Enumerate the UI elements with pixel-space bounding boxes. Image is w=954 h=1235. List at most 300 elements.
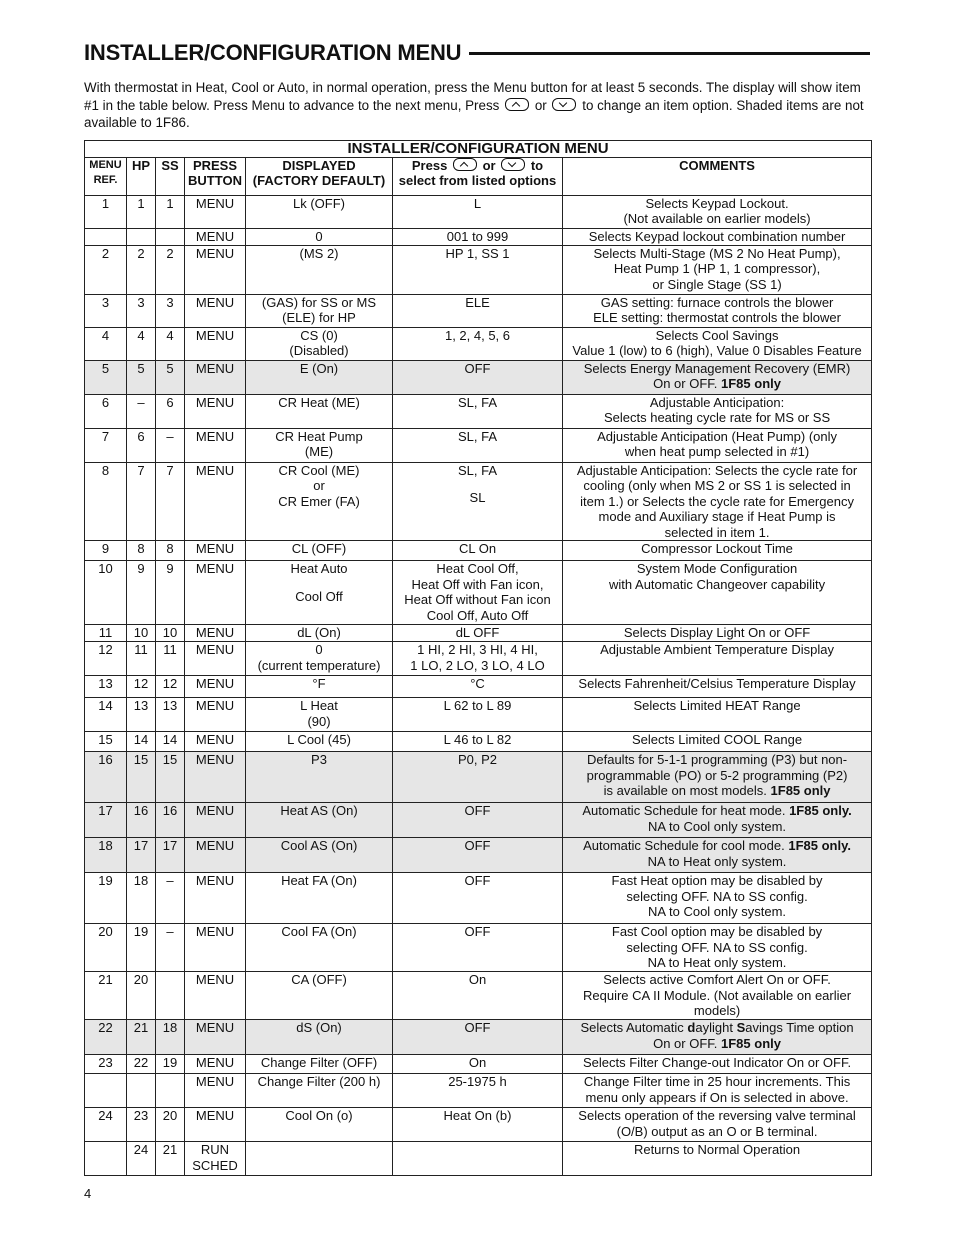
header-press-options <box>393 157 563 195</box>
table-row <box>85 195 872 228</box>
cell-ss <box>156 642 185 676</box>
cell-press-button-line: MENU <box>195 838 235 853</box>
cell-press-button <box>185 541 246 561</box>
cell-hp-line: 23 <box>133 1108 149 1123</box>
page-heading <box>84 38 870 68</box>
comment-text: aylight <box>695 1020 733 1035</box>
comment-line <box>565 1055 869 1071</box>
cell-comments <box>563 245 872 294</box>
cell-comments <box>563 698 872 732</box>
cell-ss-line: – <box>166 428 174 444</box>
comment-text: with Automatic Changeover capability <box>609 576 826 592</box>
cell-comments <box>563 625 872 642</box>
comment-line <box>565 940 869 956</box>
cell-menu-ref <box>85 803 127 838</box>
cell-comments <box>563 752 872 803</box>
cell-hp-line: 3 <box>137 294 145 310</box>
table-row <box>85 642 872 676</box>
cell-options-line: OFF <box>464 360 491 376</box>
table-row <box>85 428 872 462</box>
cell-ss-line: 13 <box>162 698 178 713</box>
cell-menu-ref <box>85 1055 127 1074</box>
cell-hp <box>127 1108 156 1142</box>
cell-press-button-line: MENU <box>195 1074 235 1089</box>
cell-hp <box>127 752 156 803</box>
cell-press-button-line: MENU <box>195 462 235 478</box>
cell-menu-ref-line: 23 <box>98 1055 113 1070</box>
comment-bold: 1F85 only <box>770 783 831 798</box>
cell-options <box>393 1074 563 1108</box>
comment-line <box>565 1090 869 1106</box>
cell-displayed <box>246 924 393 972</box>
cell-ss <box>156 676 185 698</box>
cell-ss <box>156 1108 185 1142</box>
cell-ss-line: 9 <box>166 561 174 576</box>
comment-text: (Not available on earlier models) <box>623 211 811 226</box>
cell-displayed <box>246 294 393 327</box>
comment-line <box>565 803 869 819</box>
cell-displayed <box>246 1108 393 1142</box>
table-row <box>85 462 872 541</box>
cell-comments <box>563 327 872 360</box>
cell-press-button <box>185 228 246 245</box>
cell-ss-line: 1 <box>166 195 174 211</box>
cell-menu-ref-line: 5 <box>101 360 110 376</box>
comment-line <box>565 988 869 1004</box>
cell-displayed-line: Change Filter (200 h) <box>257 1074 381 1089</box>
cell-menu-ref-line: 1 <box>101 195 110 211</box>
cell-menu-ref <box>85 1074 127 1108</box>
cell-press-button-line: MENU <box>195 752 235 767</box>
table-row <box>85 327 872 360</box>
cell-comments <box>563 642 872 676</box>
table-row <box>85 625 872 642</box>
cell-press-button-line: MENU <box>195 294 235 310</box>
comment-line <box>565 955 869 971</box>
cell-displayed <box>246 245 393 294</box>
table-row <box>85 1055 872 1074</box>
comment-text: models) <box>693 1003 741 1018</box>
cell-press-button <box>185 924 246 972</box>
comment-text: Adjustable Anticipation: Selects the cycle rate for <box>576 462 858 478</box>
cell-menu-ref-line: 17 <box>98 803 113 818</box>
comment-text: NA to Heat only system. <box>647 955 787 970</box>
cell-menu-ref-line: 10 <box>98 561 113 576</box>
comment-line <box>565 561 869 577</box>
cell-ss-line: 3 <box>166 294 174 310</box>
cell-displayed <box>246 394 393 428</box>
cell-ss <box>156 803 185 838</box>
cell-displayed-line: Heat FA (On) <box>281 873 357 888</box>
cell-menu-ref-line: 11 <box>98 625 113 640</box>
cell-options <box>393 732 563 752</box>
cell-comments <box>563 394 872 428</box>
cell-menu-ref <box>85 541 127 561</box>
cell-press-button <box>185 803 246 838</box>
cell-menu-ref-line: 3 <box>101 294 110 310</box>
cell-press-button-line: MENU <box>195 972 235 987</box>
cell-press-button-line: MENU <box>195 195 235 211</box>
config-menu-table <box>84 140 872 1176</box>
cell-ss-line: 10 <box>162 625 178 640</box>
cell-hp-line: 15 <box>133 752 149 767</box>
comment-text: selecting OFF. NA to SS config. <box>626 939 808 955</box>
cell-press-button-line: MENU <box>195 1108 235 1123</box>
cell-options-line: SL <box>469 490 486 505</box>
cell-press-button-line: MENU <box>195 803 235 818</box>
cell-press-button <box>185 642 246 676</box>
cell-options-line: CL On <box>458 541 497 556</box>
cell-menu-ref-line: 18 <box>98 838 113 853</box>
cell-options-line: OFF <box>464 1020 491 1035</box>
cell-displayed <box>246 676 393 698</box>
table-row <box>85 873 872 924</box>
comment-text: selecting OFF. NA to SS config. <box>626 888 808 904</box>
cell-menu-ref <box>85 625 127 642</box>
comment-line <box>565 924 869 940</box>
cell-displayed <box>246 327 393 360</box>
cell-ss <box>156 327 185 360</box>
comment-line <box>565 261 869 277</box>
table-row <box>85 561 872 625</box>
cell-ss-line: 8 <box>166 541 174 556</box>
comment-text: Adjustable Anticipation: <box>649 394 785 410</box>
cell-displayed-line: Heat Auto <box>290 561 348 576</box>
cell-ss <box>156 1020 185 1055</box>
comment-line <box>565 463 869 479</box>
cell-displayed-line: (ME) <box>304 444 334 459</box>
cell-displayed <box>246 541 393 561</box>
cell-press-button-line: RUN <box>200 1142 230 1157</box>
cell-hp-line: 8 <box>137 541 145 556</box>
cell-hp <box>127 1142 156 1176</box>
cell-displayed-line: (ELE) for HP <box>282 310 356 325</box>
cell-hp-line: 21 <box>133 1020 149 1035</box>
cell-comments <box>563 360 872 394</box>
cell-press-button <box>185 195 246 228</box>
cell-menu-ref <box>85 228 127 245</box>
comment-line <box>565 854 869 870</box>
comment-line <box>565 642 869 658</box>
cell-ss-line: 2 <box>166 245 174 261</box>
comment-text: mode and Auxiliary stage if Heat Pump is <box>598 509 836 524</box>
table-row <box>85 803 872 838</box>
cell-hp-line: 13 <box>133 698 149 713</box>
comment-text: NA to Heat only system. <box>647 853 787 869</box>
comment-line <box>565 328 869 344</box>
cell-hp-line: 9 <box>137 561 145 576</box>
comment-text: Selects Energy Management Recovery (EMR) <box>583 360 851 376</box>
comment-line <box>565 444 869 460</box>
table-row <box>85 245 872 294</box>
cell-hp <box>127 972 156 1020</box>
cell-menu-ref-line: 6 <box>101 394 110 410</box>
cell-options <box>393 698 563 732</box>
header-ss: SS <box>156 157 185 195</box>
table-row <box>85 228 872 245</box>
cell-press-button <box>185 394 246 428</box>
comment-bold: 1F85 only <box>721 1035 781 1051</box>
intro-paragraph <box>84 79 874 132</box>
cell-options-line: SL, FA <box>457 394 498 410</box>
cell-options <box>393 428 563 462</box>
cell-hp <box>127 228 156 245</box>
cell-displayed <box>246 642 393 676</box>
comment-line <box>565 972 869 988</box>
cell-hp-line: 10 <box>133 625 149 640</box>
cell-comments <box>563 195 872 228</box>
cell-options-line: L <box>473 195 482 211</box>
comment-line <box>565 1003 869 1019</box>
cell-comments <box>563 1020 872 1055</box>
cell-press-button <box>185 561 246 625</box>
cell-press-button-line: MENU <box>195 625 235 640</box>
cell-ss-line: 5 <box>166 360 174 376</box>
cell-comments <box>563 294 872 327</box>
cell-ss <box>156 245 185 294</box>
page-number: 4 <box>84 1186 92 1201</box>
cell-hp <box>127 394 156 428</box>
comment-text: when heat pump selected in #1) <box>624 444 810 459</box>
cell-options <box>393 1142 563 1176</box>
cell-hp-line: 5 <box>137 360 145 376</box>
cell-displayed <box>246 1055 393 1074</box>
cell-menu-ref-line: 13 <box>98 676 113 691</box>
comment-text: cooling (only when MS 2 or SS 1 is selected in <box>583 478 851 493</box>
cell-options <box>393 1055 563 1074</box>
cell-displayed-line: Cool AS (On) <box>280 838 358 853</box>
table-row <box>85 394 872 428</box>
cell-menu-ref-line: 22 <box>98 1020 113 1035</box>
header-press-to: to <box>530 157 544 173</box>
cell-ss-line: 20 <box>162 1108 178 1123</box>
cell-options <box>393 676 563 698</box>
cell-options <box>393 838 563 873</box>
cell-press-button <box>185 245 246 294</box>
cell-options <box>393 924 563 972</box>
cell-ss <box>156 873 185 924</box>
cell-displayed-line: (GAS) for SS or MS <box>261 294 377 310</box>
cell-hp <box>127 625 156 642</box>
cell-menu-ref <box>85 698 127 732</box>
cell-menu-ref <box>85 838 127 873</box>
comment-bold: 1F85 only. <box>788 838 851 853</box>
comment-text: Heat Pump 1 (HP 1, 1 compressor), <box>613 261 821 276</box>
cell-displayed <box>246 873 393 924</box>
cell-ss-line: 21 <box>162 1142 178 1157</box>
cell-hp-line: 11 <box>134 642 148 657</box>
table-row <box>85 1074 872 1108</box>
cell-comments <box>563 1108 872 1142</box>
cell-comments <box>563 972 872 1020</box>
comment-text: menu only appears if On is selected in above. <box>585 1089 849 1105</box>
comment-text: On or OFF. <box>653 1035 718 1051</box>
cell-press-button <box>185 294 246 327</box>
cell-menu-ref <box>85 642 127 676</box>
comment-line <box>565 1108 869 1124</box>
cell-press-button-line: MENU <box>195 642 235 657</box>
cell-hp <box>127 561 156 625</box>
cell-ss-line: 11 <box>163 642 177 657</box>
cell-menu-ref-line: 7 <box>101 428 110 444</box>
comment-line <box>565 732 869 748</box>
comment-text: Selects active Comfort Alert On or OFF. <box>603 972 831 987</box>
comment-text: Selects Fahrenheit/Celsius Temperature Display <box>578 676 856 691</box>
intro-text-1: With thermostat in Heat, Cool or Auto, in normal operation, press the Menu button for at least 5 seconds. The display will show item #1 in the table below. Press Menu to advance to the next menu, Press <box>84 80 861 113</box>
comment-text: Selects Display Light On or OFF <box>623 625 811 640</box>
cell-ss-line: 6 <box>166 394 174 410</box>
comment-text: or Single Stage (SS 1) <box>652 276 782 292</box>
header-hp: HP <box>127 157 156 195</box>
cell-ss-line: 14 <box>162 732 178 747</box>
page-title: INSTALLER/CONFIGURATION MENU <box>84 40 462 65</box>
table-row <box>85 294 872 327</box>
cell-displayed-line: (Disabled) <box>289 343 349 358</box>
table-row <box>85 732 872 752</box>
cell-hp-line: 17 <box>133 838 149 853</box>
comment-text: On or OFF. <box>653 376 718 391</box>
comment-line <box>565 1020 869 1036</box>
cell-menu-ref <box>85 394 127 428</box>
cell-comments <box>563 428 872 462</box>
comment-text: NA to Cool only system. <box>648 818 787 834</box>
cell-comments <box>563 1074 872 1108</box>
cell-comments <box>563 873 872 924</box>
cell-press-button-line: MENU <box>195 428 235 444</box>
cell-displayed-line: L Heat <box>300 698 338 713</box>
cell-displayed <box>246 561 393 625</box>
comment-line <box>565 889 869 905</box>
cell-displayed-line: CR Heat Pump <box>275 428 363 444</box>
cell-menu-ref <box>85 1108 127 1142</box>
cell-hp-line: 12 <box>133 676 149 691</box>
cell-displayed-line: CR Heat (ME) <box>278 394 360 410</box>
cell-menu-ref <box>85 1020 127 1055</box>
cell-press-button <box>185 752 246 803</box>
cell-press-button-line: MENU <box>195 732 235 747</box>
cell-menu-ref <box>85 462 127 541</box>
comment-bold: d <box>687 1020 696 1035</box>
comment-text: item 1.) or Selects the cycle rate for Emergency <box>580 493 854 509</box>
comment-line <box>565 343 869 359</box>
comment-text: Selects Keypad lockout combination number <box>588 228 846 244</box>
cell-hp <box>127 195 156 228</box>
comment-text: avings Time option <box>745 1020 854 1035</box>
cell-hp <box>127 676 156 698</box>
cell-press-button-line: MENU <box>195 1020 235 1035</box>
table-title: INSTALLER/CONFIGURATION MENU <box>85 141 872 158</box>
comment-line <box>565 211 869 227</box>
cell-displayed-line: (MS 2) <box>299 245 339 261</box>
comment-line <box>565 196 869 212</box>
cell-displayed <box>246 698 393 732</box>
cell-menu-ref <box>85 428 127 462</box>
cell-menu-ref <box>85 294 127 327</box>
cell-options-line: OFF <box>464 924 491 939</box>
cell-menu-ref <box>85 195 127 228</box>
cell-press-button <box>185 698 246 732</box>
cell-menu-ref-line: 24 <box>98 1108 113 1123</box>
cell-hp-line: 16 <box>133 803 149 818</box>
cell-options-line: L 62 to L 89 <box>443 698 512 713</box>
comment-line <box>565 509 869 525</box>
cell-displayed-line: Change Filter (OFF) <box>260 1055 378 1070</box>
cell-displayed-line: °F <box>312 676 326 691</box>
cell-hp <box>127 803 156 838</box>
table-row <box>85 541 872 561</box>
cell-ss-line: 12 <box>162 676 178 691</box>
cell-options <box>393 195 563 228</box>
comment-text: Compressor Lockout Time <box>641 541 793 556</box>
comment-line <box>565 904 869 920</box>
comment-line <box>565 577 869 593</box>
cell-displayed-line: Heat AS (On) <box>280 803 358 818</box>
comment-line <box>565 361 869 377</box>
cell-options-line: 1 HI, 2 HI, 3 HI, 4 HI, <box>417 642 538 657</box>
intro-text-2: to change an item option. Shaded items are not available to 1F86. <box>84 97 864 130</box>
cell-displayed-line: dS (On) <box>296 1020 342 1035</box>
cell-menu-ref <box>85 732 127 752</box>
cell-options <box>393 462 563 541</box>
cell-displayed-line: E (On) <box>299 360 339 376</box>
cell-press-button-line: MENU <box>195 873 235 888</box>
cell-displayed <box>246 972 393 1020</box>
cell-hp-line: 7 <box>137 462 145 478</box>
cell-ss <box>156 195 185 228</box>
cell-options-line: 1 LO, 2 LO, 3 LO, 4 LO <box>410 657 545 673</box>
comment-line <box>565 295 869 311</box>
cell-press-button <box>185 972 246 1020</box>
comment-text: (O/B) output as an O or B terminal. <box>616 1123 818 1139</box>
table-row <box>85 1108 872 1142</box>
cell-options <box>393 228 563 245</box>
cell-ss <box>156 1055 185 1074</box>
cell-options-line: °C <box>470 676 485 691</box>
comment-line <box>565 478 869 494</box>
cell-ss-line: 19 <box>162 1055 178 1070</box>
cell-hp <box>127 732 156 752</box>
cell-displayed-line: Cool FA (On) <box>281 924 357 939</box>
comment-text: Selects heating cycle rate for MS or SS <box>603 410 831 425</box>
cell-press-button-line: SCHED <box>192 1157 238 1173</box>
cell-press-button <box>185 428 246 462</box>
cell-displayed <box>246 428 393 462</box>
cell-hp <box>127 924 156 972</box>
table-row <box>85 972 872 1020</box>
cell-menu-ref-line: 14 <box>98 698 113 713</box>
comment-text: NA to Cool only system. <box>648 904 787 919</box>
cell-options-line: OFF <box>464 873 491 888</box>
cell-hp-line: 2 <box>137 245 145 261</box>
cell-options-line: Heat Off with Fan icon, <box>411 576 544 592</box>
cell-options-line: OFF <box>464 838 491 853</box>
comment-text: Selects Automatic <box>580 1020 684 1035</box>
comment-line <box>565 229 869 245</box>
cell-displayed-line: 0 <box>315 642 323 657</box>
cell-menu-ref-line: 21 <box>98 972 113 987</box>
comment-line <box>565 625 869 641</box>
down-button-icon <box>552 98 576 111</box>
comment-text: programmable (PO) or 5-2 programming (P2) <box>586 767 848 783</box>
cell-displayed <box>246 732 393 752</box>
cell-hp-line: 1 <box>137 195 145 211</box>
comment-line <box>565 310 869 326</box>
comment-line <box>565 873 869 889</box>
cell-ss-line: 7 <box>166 462 174 478</box>
comment-text: is available on most models. <box>603 783 767 798</box>
cell-press-button <box>185 1020 246 1055</box>
cell-displayed-line: CR Emer (FA) <box>278 493 360 509</box>
